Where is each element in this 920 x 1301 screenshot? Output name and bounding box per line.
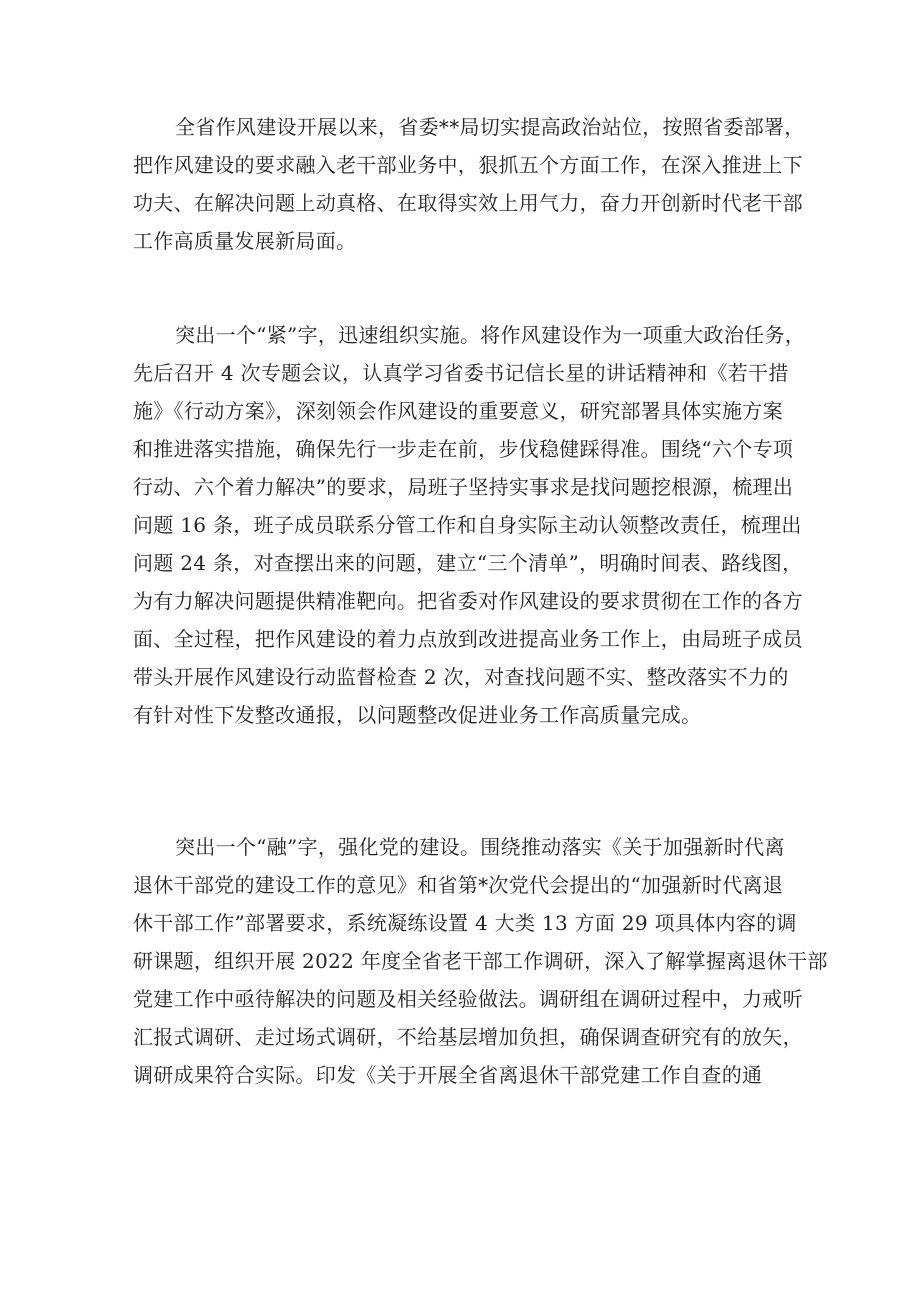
paragraph-line: 突出一个“紧”字，迅速组织实施。将作风建设作为一项重大政治任务， xyxy=(175,323,806,347)
paragraph-line: 先后召开 4 次专题会议，认真学习省委书记信长星的讲话精神和《若干措 xyxy=(133,361,789,385)
paragraph-line: 休干部工作”部署要求，系统凝练设置 4 大类 13 方面 29 项具体内容的调 xyxy=(133,911,797,935)
paragraph-line: 行动、六个着力解决”的要求，局班子坚持实事求是找问题挖根源，梳理出 xyxy=(133,475,794,499)
paragraph-line: 党建工作中亟待解决的问题及相关经验做法。调研组在调研过程中，力戒听 xyxy=(133,987,803,1011)
paragraph-line: 有针对性下发整改通报，以问题整改促进业务工作高质量完成。 xyxy=(133,703,702,727)
paragraph-line: 把作风建设的要求融入老干部业务中，狠抓五个方面工作，在深入推进上下 xyxy=(133,153,803,177)
paragraph-line: 全省作风建设开展以来，省委**局切实提高政治站位，按照省委部署， xyxy=(175,115,805,139)
paragraph-line: 和推进落实措施，确保先行一步走在前，步伐稳健踩得准。围绕“六个专项 xyxy=(133,437,794,461)
paragraph-line: 工作高质量发展新局面。 xyxy=(133,229,357,253)
paragraph-jin xyxy=(133,316,805,734)
paragraph-line: 汇报式调研、走过场式调研，不给基层增加负担，确保调查研究有的放矢， xyxy=(133,1025,803,1049)
paragraph-line: 问题 16 条，班子成员联系分管工作和自身实际主动认领整改责任，梳理出 xyxy=(133,513,802,537)
paragraph-line: 退休干部党的建设工作的意见》和省第*次党代会提出的“加强新时代离退 xyxy=(133,873,784,897)
paragraph-line: 施》《行动方案》，深刻领会作风建设的重要意义，研究部署具体实施方案 xyxy=(133,399,783,423)
paragraph-line: 研课题，组织开展 2022 年度全省老干部工作调研，深入了解掌握离退休干部 xyxy=(133,949,828,973)
paragraph-intro xyxy=(133,108,805,260)
paragraph-line: 问题 24 条，对查摆出来的问题，建立“三个清单”，明确时间表、路线图， xyxy=(133,551,803,575)
paragraph-line: 为有力解决问题提供精准靶向。把省委对作风建设的要求贯彻在工作的各方 xyxy=(133,589,803,613)
paragraph-line: 突出一个“融”字，强化党的建设。围绕推动落实《关于加强新时代离 xyxy=(175,835,785,859)
paragraph-rong xyxy=(133,828,828,1094)
paragraph-line: 调研成果符合实际。印发《关于开展全省离退休干部党建工作自查的通 xyxy=(133,1063,763,1087)
paragraph-line: 面、全过程，把作风建设的着力点放到改进提高业务工作上，由局班子成员 xyxy=(133,627,803,651)
paragraph-line: 带头开展作风建设行动监督检查 2 次，对查找问题不实、整改落实不力的 xyxy=(133,665,789,689)
paragraph-line: 功夫、在解决问题上动真格、在取得实效上用气力，奋力开创新时代老干部 xyxy=(133,191,803,215)
